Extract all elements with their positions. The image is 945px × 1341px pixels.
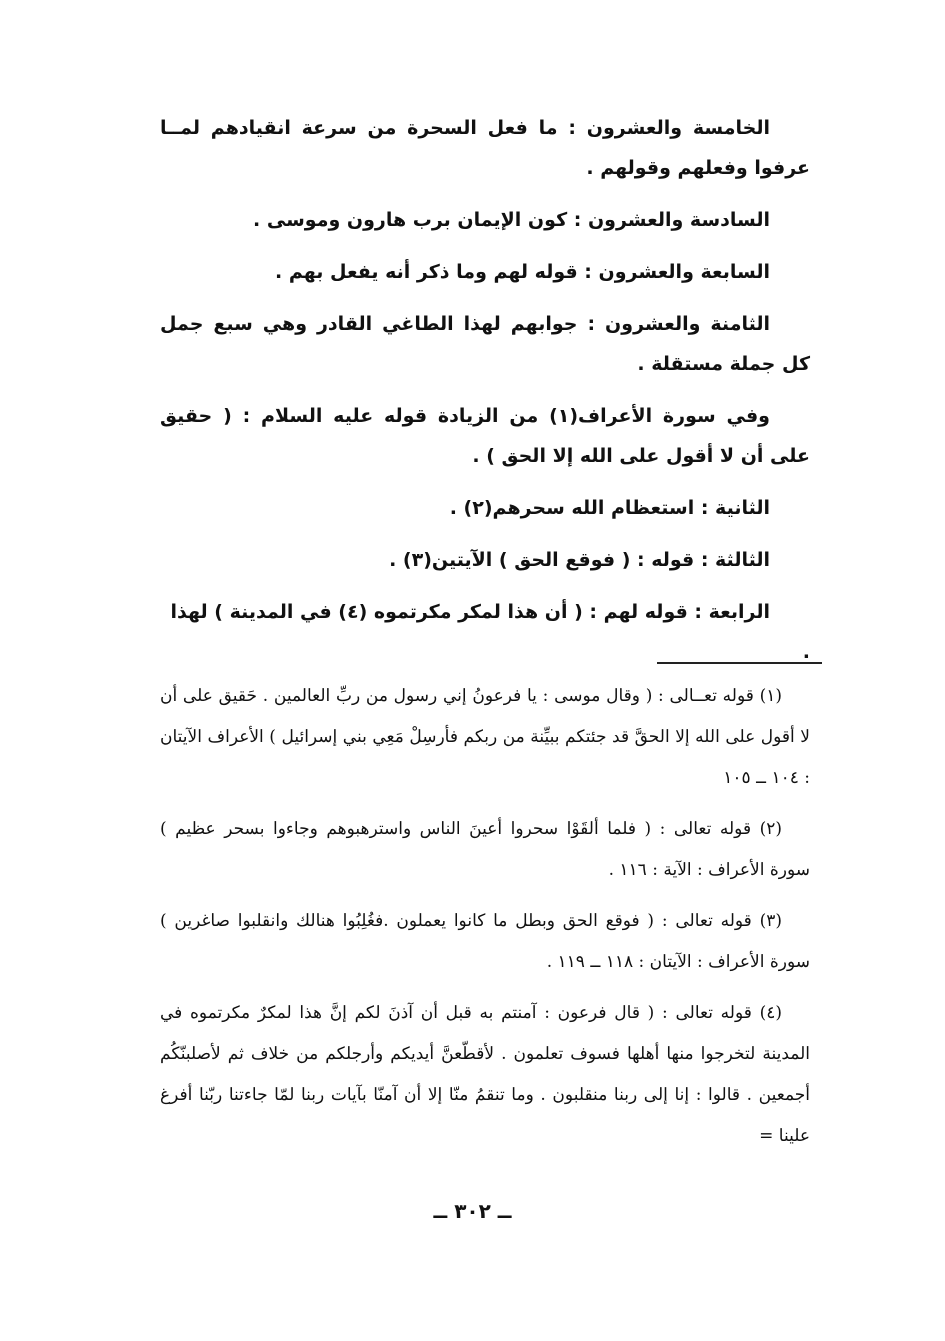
paragraph-26: السادسة والعشرون : كون الإيمان برب هارون وموسى . bbox=[253, 209, 770, 231]
footnote-4: (٤) قوله تعالى : ( قال فرعون : آمنتم به قبل أن آذنَ لكم إنَّ هذا لمكرٌ مكرتموه في المدينة لتخرجوا منها أهلها فسوف تعلمون . لأقطّعنَّ أيديكم وأرجلكم من خلاف ثم لأصلبنّكُم أجمعين . قالوا : إنا إلى ربنا منقلبون . وما تنقمُ منّا إلا أن آمنّا بآيات ربنا لمّا جاءتنا ربّنا أفرغ علينا = bbox=[160, 1003, 810, 1146]
main-text bbox=[160, 108, 810, 684]
footnote-2: (٢) قوله تعالى : ( فلما ألقَوْا سحروا أعينَ الناس واسترهبوهم وجاءوا بسحر عظيم ) سورة الأعراف : الآية : ١١٦ . bbox=[160, 819, 810, 880]
paragraph-al-araf: وفي سورة الأعراف(١) من الزيادة قوله عليه السلام : ( حقيق على أن لا أقول على الله إلا الحق ) . bbox=[160, 405, 810, 467]
page-number: ــ ٣٠٢ ــ bbox=[433, 1199, 512, 1223]
paragraph-third: الثالثة : قوله : ( فوقع الحق ) الآيتين(٣) . bbox=[389, 549, 770, 571]
paragraph-28: الثامنة والعشرون : جوابهم لهذا الطاغي القادر وهي سبع جمل كل جملة مستقلة . bbox=[160, 313, 810, 375]
footnote-divider bbox=[657, 662, 822, 664]
paragraph-fourth: الرابعة : قوله لهم : ( أن هذا لمكر مكرتموه (٤) في المدينة ) لهذا . bbox=[170, 601, 810, 663]
paragraph-second: الثانية : استعظام الله سحرهم(٢) . bbox=[449, 497, 770, 519]
footnote-3: (٣) قوله تعالى : ( فوقع الحق وبطل ما كانوا يعملون .فغُلِبُوا هنالك وانقلبوا صاغرين ) سورة الأعراف : الآيتان : ١١٨ ــ ١١٩ . bbox=[160, 911, 810, 972]
paragraph-25: الخامسة والعشرون : ما فعل السحرة من سرعة انقيادهم لمــا عرفوا وفعلهم وقولهم . bbox=[160, 117, 810, 179]
footnotes bbox=[160, 676, 810, 1167]
paragraph-27: السابعة والعشرون : قوله لهم وما ذكر أنه يفعل بهم . bbox=[275, 261, 770, 283]
footnote-1: (١) قوله تعــالى : ( وقال موسى : يا فرعونُ إني رسول من ربِّ العالمين . حَقيق على أن لا أقول على الله إلا الحقَّ قد جئتكم ببيِّنة من ربكم فأرسِلْ مَعِي بني إسرائيل ) الأعراف الآيتان : ١٠٤ ــ ١٠٥ bbox=[160, 686, 810, 788]
